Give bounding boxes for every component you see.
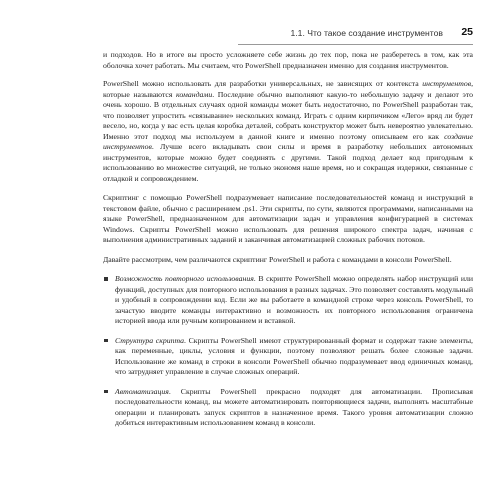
running-header — [213, 27, 473, 41]
paragraph-intro-list: Давайте рассмотрим, чем различаются скриптинг PowerShell и работа с командами в консоли PowerShell. — [103, 254, 452, 264]
list-item-term: Возможность повторного использования — [115, 274, 254, 283]
paragraph-continuation: и подходов. Но в итоге вы просто усложняете себе жизнь до тех пор, пока не разберетесь в том, как эта оболочка хочет работать. Мы считаем, что PowerShell предназначен именно для создания инструментов. — [103, 50, 473, 70]
list-item — [103, 336, 473, 378]
paragraph-tools-part-a: PowerShell можно использовать для разработки универсальных, не зависящих от контекста — [103, 79, 423, 88]
paragraph-tools — [103, 79, 473, 184]
term-commands: командами — [176, 89, 213, 99]
bullet-square-icon — [104, 277, 108, 281]
list-item-term: Автоматизация — [115, 386, 169, 396]
list-item-term: Структура скрипта — [115, 335, 185, 345]
paragraph-tools-part-g: . Лучше всего вкладывать свои силы и время в разработку небольших автономных инструментов, которые можно будет соединять с другими. Такой подход делает код пригодным к использованию во множестве ситуаций, не только экономя наше время, но и сокращая издержки, связанные с отладкой и сопровождением. — [103, 142, 473, 183]
paragraph-scripting: Скриптинг с помощью PowerShell подразумевает написание последовательностей команд и инструкций в текстовом файле, обычно с расширением .ps1. Эти скрипты, по сути, являются программами, написанными на языке PowerShell, предназначенном для автоматизации задач и управления конфигурацией в системах Windows. Скрипты PowerShell можно использовать для решения широкого спектра задач, начиная с выполнения административных заданий и заканчивая автоматизацией сложных рабочих потоков. — [103, 193, 473, 244]
term-tools: инструментов — [422, 79, 472, 88]
list-item — [103, 387, 473, 429]
bullet-square-icon — [104, 339, 108, 343]
list-item — [103, 274, 473, 327]
paragraph-tools-part-c: , которые называются — [103, 79, 473, 99]
bullet-square-icon — [104, 390, 108, 394]
running-header-title: 1.1. Что такое создание инструментов — [290, 28, 443, 38]
page-number: 25 — [461, 26, 473, 38]
header-rule — [238, 44, 473, 45]
term-toolmaking: создание инструментов — [103, 131, 473, 151]
bullet-list — [103, 274, 473, 429]
paragraph-tools-part-e: . Последние обычно выполняют какую-то небольшую задачу и делают это очень хорошо. В отдельных случаях одной команды может быть недостаточно, по PowerShell разработан так, что позволяет упростить «связывание» нескольких команд. Играть с одним кирпичиком «Лего» вряд ли будет весело, но, когда у вас есть целая коробка деталей, собрать конструктор может быть невероятно увлекательно. Именно этот подход мы используем в данной книге и именно поэтому описываем его как — [103, 89, 473, 141]
list-item-text: . В скрипте PowerShell можно определять набор инструкций или функций, доступных для повторного использования в разных задачах. Это позволяет составлять модульный и удобный в сопровождении код. Если же вы работаете в командной строке через консоль PowerShell, то зачастую вводите команды интерактивно и возможность их повторного использования ограничена историей ввода или ручным копированием и вставкой. — [115, 274, 473, 325]
body-text — [103, 50, 473, 438]
list-item-text: . Скрипты PowerShell имеют структурированный формат и содержат такие элементы, как переменные, циклы, условия и функции, поэтому позволяют решать более сложные задачи. Использование же команд в строки в консоли PowerShell обычно подразумевает ввод единичных команд, что затрудняет управление в случае сложных операций. — [115, 335, 473, 376]
list-item-text: . Скрипты PowerShell прекрасно подходят для автоматизации. Прописывая последовательности команд, вы можете автоматизировать повторяющиеся задачи, выполнять масштабные операции и планировать запуск скриптов в назначенное время. Такого уровня автоматизации сложно добиться интерактивным использованием команд в консоли. — [115, 386, 473, 427]
